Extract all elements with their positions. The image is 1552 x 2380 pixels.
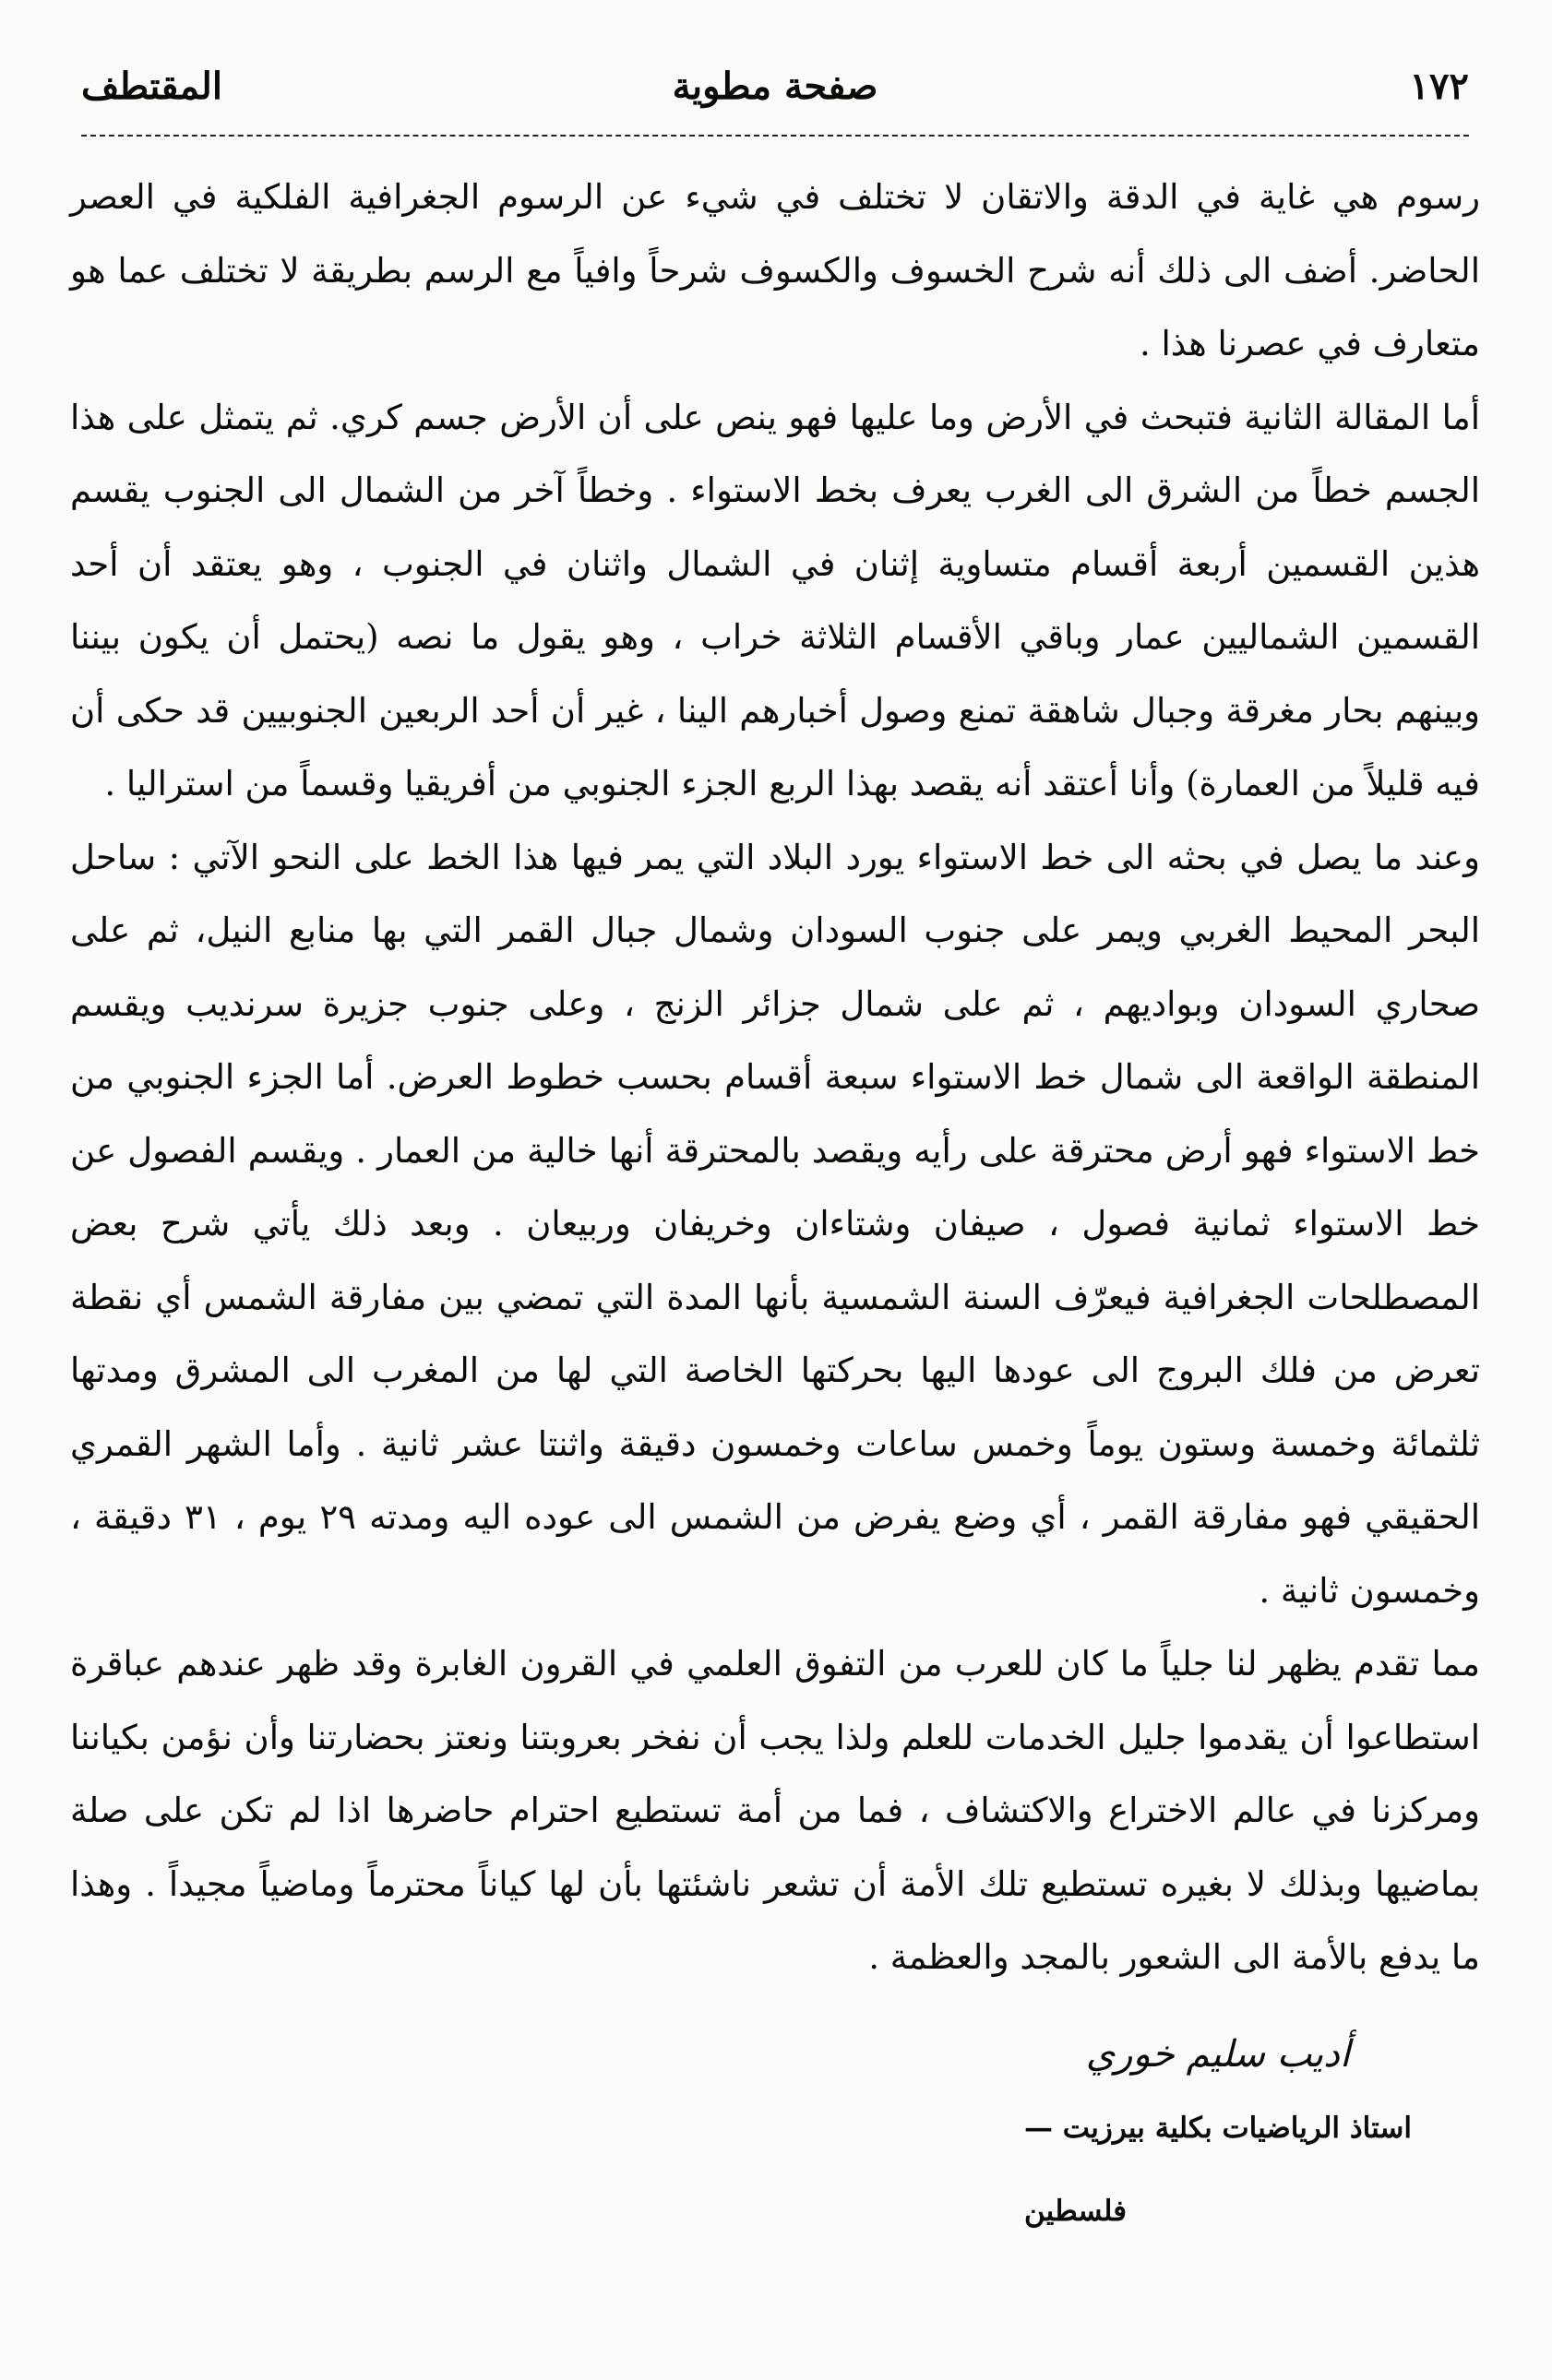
paragraph-1: رسوم هي غاية في الدقة والاتقان لا تختلف في شيء عن الرسوم الجغرافية الفلكية في العصر الحاضر. أضف الى ذلك أنه شرح الخسوف والكسوف شرحاً وافياً مع الرسم بطريقة لا تختلف عما هو متعارف في عصرنا هذا . <box>70 177 1480 363</box>
signature-block <box>65 2022 1486 2253</box>
paragraph-4: مما تقدم يظهر لنا جلياً ما كان للعرب من التفوق العلمي في القرون الغابرة وقد ظهر عندهم عباقرة استطاعوا أن يقدموا جليل الخدمات للعلم ولذا يجب أن نفخر بعروبتنا ونعتز بحضارتنا وأن نؤمن بكياننا ومركزنا في عالم الاختراع والاكتشاف ، فما من أمة تستطيع احترام حاضرها اذا لم تكن على صلة بماضيها وبذلك لا بغيره تستطيع تلك الأمة أن تشعر ناشئتها بأن لها كياناً محترماً وماضياً مجيداً . وهذا ما يدفع بالأمة الى الشعور بالمجد والعظمة . <box>70 1644 1480 1977</box>
section-title: صفحة مطوية <box>672 64 878 108</box>
header-divider <box>81 135 1469 137</box>
article-body <box>65 161 1486 1994</box>
paragraph-2: أما المقالة الثانية فتبحث في الأرض وما عليها فهو ينص على أن الأرض جسم كري. ثم يتمثل على هذا الجسم خطاً من الشرق الى الغرب يعرف بخط الاستواء . وخطاً آخر من الشمال الى الجنوب يقسم هذين القسمين أربعة أقسام متساوية إثنان في الشمال واثنان في الجنوب ، وهو يعتقد أن أحد القسمين الشماليين عمار وباقي الأقسام الثلاثة خراب ، وهو يقول ما نصه (يحتمل أن يكون بيننا وبينهم بحار مغرقة وجبال شاهقة تمنع وصول أخبارهم الينا ، غير أن أحد الربعين الجنوبيين قد حكى أن فيه قليلاً من العمارة) وأنا أعتقد أنه يقصد بهذا الربع الجزء الجنوبي من أفريقيا وقسماً من استراليا . <box>70 397 1480 803</box>
document-page <box>65 55 1486 2334</box>
author-name: أديب سليم خوري <box>1085 2032 1351 2076</box>
paragraph-3: وعند ما يصل في بحثه الى خط الاستواء يورد البلاد التي يمر فيها هذا الخط على النحو الآتي : ساحل البحر المحيط الغربي ويمر على جنوب السودان وشمال جبال القمر التي بها منابع النيل، ثم على صحاري السودان وبواديهم ، ثم على شمال جزائر الزنج ، وعلى جنوب جزيرة سرنديب ويقسم المنطقة الواقعة الى شمال خط الاستواء سبعة أقسام بحسب خطوط العرض. أما الجزء الجنوبي من خط الاستواء فهو أرض محترقة على رأيه ويقصد بالمحترقة أنها خالية من العمار . ويقسم الفصول عن خط الاستواء ثمانية فصول ، صيفان وشتاءان وخريفان وربيعان . وبعد ذلك يأتي شرح بعض المصطلحات الجغرافية فيعرّف السنة الشمسية بأنها المدة التي تمضي بين مفارقة الشمس أي نقطة تعرض من فلك البروج الى عودها اليها بحركتها الخاصة التي لها من المغرب الى المشرق ومدتها ثلثمائة وخمسة وستون يوماً وخمس ساعات وخمسون دقيقة واثنتا عشر ثانية . وأما الشهر القمري الحقيقي فهو مفارقة القمر ، أي وضع يفرض من الشمس الى عوده اليه ومدته ٢٩ يوم ، ٣١ دقيقة ، وخمسون ثانية . <box>70 837 1481 1611</box>
author-affiliation: استاذ الرياضيات بكلية بيرزيت — فلسطين <box>1024 2111 1413 2228</box>
running-header <box>65 55 1486 116</box>
page-number: ١٧٢ <box>1409 64 1469 108</box>
journal-name: المقتطف <box>81 64 222 108</box>
